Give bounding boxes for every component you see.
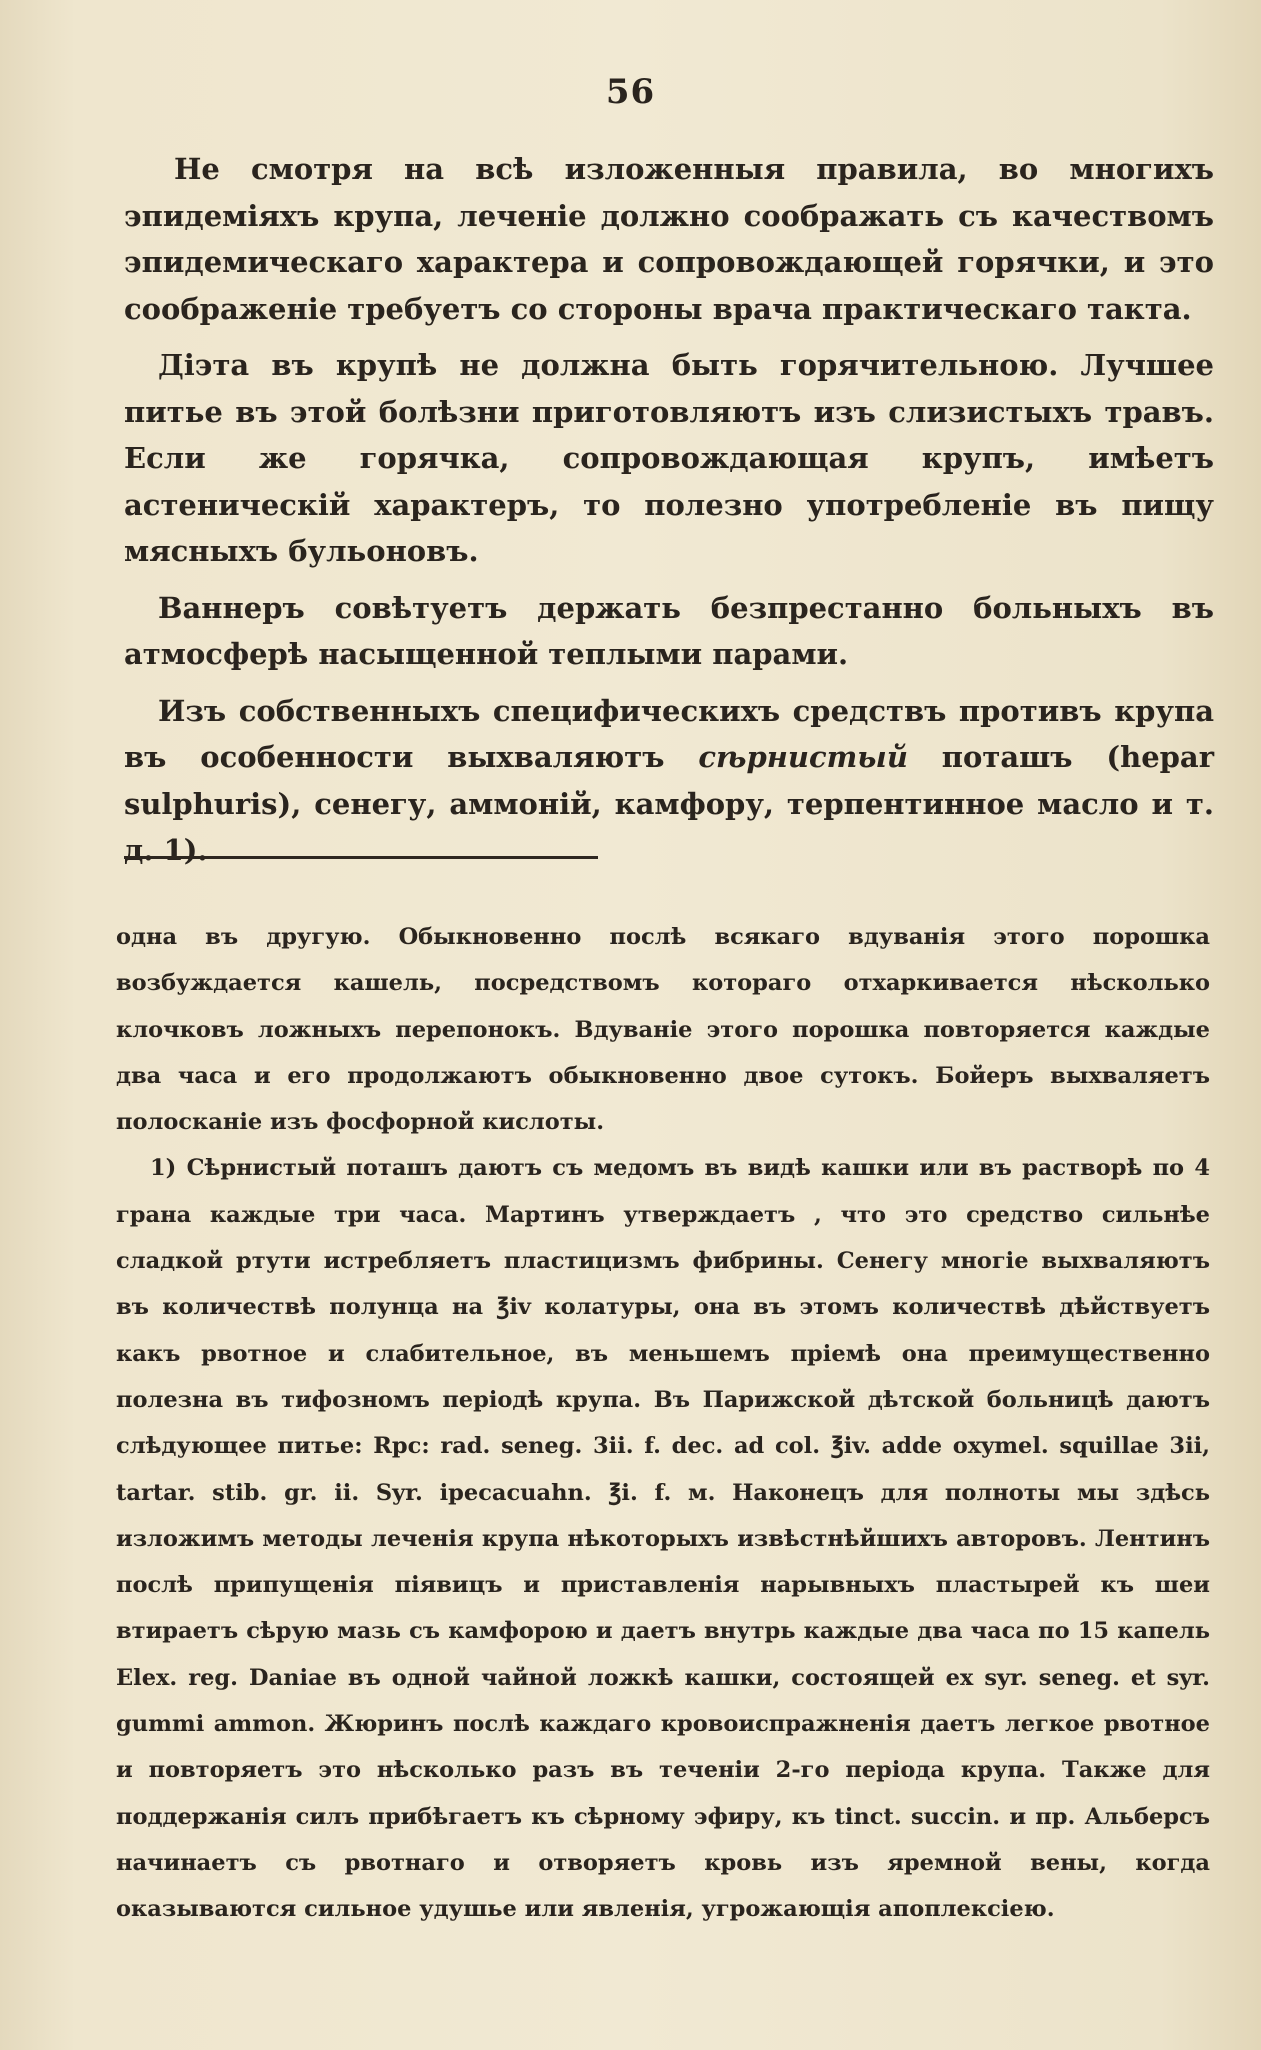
footnote-divider (124, 856, 598, 859)
paragraph-diet: Діэта въ крупѣ не должна быть горячительною. Лучшее питье въ этой болѣзни приготовляютъ изъ слизистыхъ травъ. Если же горячка, сопровождающая крупъ, имѣетъ астеническій характеръ, то полезно употребленіе въ пищу мясныхъ бульоновъ. (124, 348, 1214, 568)
footnote-1: 1) Сѣрнистый поташъ даютъ съ медомъ въ видѣ кашки или въ растворѣ по 4 грана каждые три часа. Мартинъ утверждаетъ , что это средство сильнѣе сладкой ртути истребляетъ пластицизмъ фибрины. Сенегу многіе выхваляютъ въ количествѣ полунца на ℥iv колатуры, она въ этомъ количествѣ дѣйствуетъ какъ рвотное и слабительное, въ меньшемъ пріемѣ она преимущественно полезна въ тифозномъ періодѣ крупа. Въ Парижской дѣтской больницѣ даютъ слѣдующее питье: Rpc: rad. seneg. 3ii. f. dec. ad col. ℥iv. adde oxymel. squillae 3ii, tartar. stib. gr. ii. Syr. ipecacuahn. ℥i. f. м. Наконецъ для полноты мы здѣсь изложимъ методы леченія крупа нѣкоторыхъ извѣстнѣйшихъ авторовъ. Лентинъ послѣ припущенія піявицъ и приставленія нарывныхъ пластырей къ шеи втираетъ сѣрую мазь съ камфорою и даетъ внутрь каждые два часа по 15 капель Elex. reg. Daniae въ одной чайной ложкѣ кашки, состоящей ex syr. seneg. et syr. gummi ammon. Жюринъ послѣ каждаго кровоиспражненія даетъ легкое рвотное и повторяетъ это нѣсколько разъ въ теченіи 2-го періода крупа. Также для поддержанія силъ прибѣгаетъ къ сѣрному эфиру, къ tinct. succin. и пр. Альберсъ начинаетъ съ рвотнаго и отворяетъ кровь изъ яремной вены, когда оказываются сильное удушье или явленія, угрожающія апоплексіею. (116, 1155, 1210, 1923)
remedies-text-end: поташъ (hepar sulphuris), сенегу, аммоній, камфору, терпентинное масло и т. д. 1). (124, 740, 1214, 867)
page-number: 56 (605, 72, 656, 112)
footnotes (116, 914, 1210, 1933)
footnote-continuation: одна въ другую. Обыкновенно послѣ всякаго вдуванія этого порошка возбуждается кашель, посредствомъ котораго отхаркивается нѣсколько клочковъ ложныхъ перепонокъ. Вдуваніе этого порошка повторяется каждые два часа и его продолжаютъ обыкновенно двое сутокъ. Бойеръ выхваляетъ полосканіе изъ фосфорной кислоты. (116, 924, 1210, 1136)
remedies-text-start: Изъ собственныхъ специфическихъ средствъ противъ крупа въ особенности выхваляютъ (124, 693, 1214, 774)
paragraph-wanner: Ваннеръ совѣтуетъ держать безпрестанно больныхъ въ атмосферѣ насыщенной теплыми парами. (124, 590, 1214, 671)
paragraph-epidemic-treatment: Не смотря на всѣ изложенныя правила, во многихъ эпидеміяхъ крупа, леченіе должно соображать съ качествомъ эпидемическаго характера и сопровождающей горячки, и это соображеніе требуетъ со стороны врача практическаго такта. (124, 152, 1214, 326)
main-text (124, 146, 1214, 884)
paragraph-specific-remedies (124, 688, 1214, 874)
remedies-italic-word: сѣрнистый (698, 740, 908, 774)
